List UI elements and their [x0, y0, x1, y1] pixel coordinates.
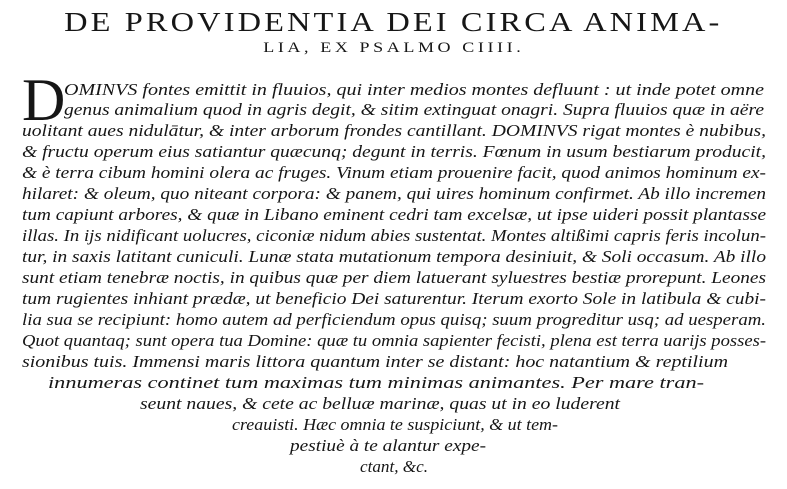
chapter-subtitle: LIA, EX PSALMO CIIII. [262, 40, 525, 56]
text-line-11: tum rugientes inhiant prædæ, ut beneficio Dei saturentur. Iterum exorto Sole in latibula & cubi- [22, 289, 766, 308]
text-line-18: pestiuè à te alantur expe- [290, 436, 486, 455]
chapter-title: DE PROVIDENTIA DEI CIRCA ANIMA- [64, 7, 723, 37]
text-line-8: illas. In ijs nidificant uolucres, ciconiæ nidum abies sustentat. Montes altißimi capris feris incolun- [22, 226, 766, 245]
drop-cap-initial: D [22, 67, 66, 133]
text-line-17: creauisti. Hæc omnia te suspiciunt, & ut tem- [232, 415, 558, 434]
text-line-9: tur, in saxis latitant cuniculi. Lunæ stata mutationum tempora desiniuit, & Soli occasum. Ab illo [22, 247, 766, 266]
text-line-7: tum capiunt arbores, & quæ in Libano eminent cedri tam excelsæ, ut ipse uideri possit plantasse [22, 205, 767, 224]
text-line-5: & è terra cibum homini olera ac fruges. Vinum etiam prouenire facit, quod animos hominum ex- [22, 163, 766, 182]
text-line-15: innumeras continet tum maximas tum minimas animantes. Per mare tran- [48, 373, 704, 392]
text-line-14: sionibus tuis. Immensi maris littora quantum inter se distant: hoc natantium & reptilium [22, 352, 728, 371]
text-line-4: & fructu operum eius satiantur quæcunq; degunt in terris. Fœnum in usum bestiarum producit, [22, 142, 766, 161]
text-line-16: seunt naues, & cete ac belluæ marinæ, quas ut in eo luderent [140, 394, 620, 413]
text-line-10: sunt etiam tenebræ noctis, in quibus quæ per diem latuerant syluestres bestiæ prorepunt. Leones [22, 268, 766, 287]
text-line-3: uolitant aues nidulātur, & inter arborum frondes cantillant. DOMINVS rigat montes è nubibus, [22, 121, 766, 140]
text-line-19: ctant, &c. [360, 457, 428, 476]
text-line-2: genus animalium quod in agris degit, & sitim extinguat onagri. Supra fluuios quæ in aëre [64, 100, 764, 119]
text-line-1: OMINVS fontes emittit in fluuios, qui inter medios montes defluunt : ut inde potet omne [64, 80, 764, 99]
text-line-13: Quot quantaq; sunt opera tua Domine: quæ tu omnia sapienter fecisti, plena est terra uarijs posses- [22, 331, 766, 350]
text-line-12: lia sua se recipiunt: homo autem ad perficiendum opus quisq; suum progreditur usq; ad uesperam. [22, 310, 766, 329]
text-line-6: hilaret: & oleum, quo niteant corpora: & panem, qui uires hominum confirmet. Ab illo incremen [22, 184, 766, 203]
